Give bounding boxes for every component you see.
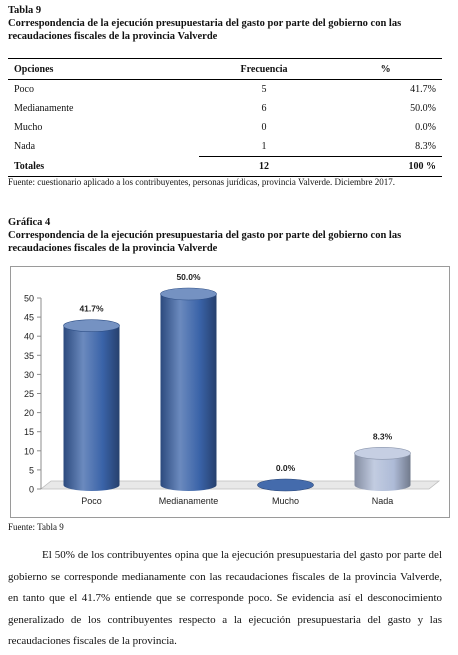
y-tick-label: 45 xyxy=(23,312,34,323)
x-tick-label: Medianamente xyxy=(158,496,219,506)
chart-title: Correspondencia de la ejecución presupuestaria del gasto por parte del gobierno con las recaudaciones fiscales de la provincia Valverde xyxy=(8,230,402,254)
data-label: 8.3% xyxy=(372,431,393,442)
x-tick-label: Poco xyxy=(81,496,102,506)
table-title: Correspondencia de la ejecución presupuestaria del gasto por parte del gobierno con las recaudaciones fiscales de la provincia Valverde xyxy=(8,18,402,42)
table-row xyxy=(8,118,442,137)
y-tick-label: 5 xyxy=(28,465,34,476)
data-label: 50.0% xyxy=(176,272,201,282)
table-row xyxy=(8,99,442,118)
table-source-note: Fuente: cuestionario aplicado a los contribuyentes, personas jurídicas, provincia Valverde. Diciembre 2017. xyxy=(8,177,395,187)
totals-row xyxy=(8,157,442,177)
x-tick-label: Mucho xyxy=(271,496,300,506)
row-frequency: 6 xyxy=(261,103,267,114)
totals-percent: 100 % xyxy=(329,157,442,177)
y-tick-label: 15 xyxy=(23,427,34,438)
row-option: Mucho xyxy=(14,122,43,133)
column-header-opciones: Opciones xyxy=(14,63,54,75)
row-percent: 0.0% xyxy=(415,122,436,133)
row-option: Poco xyxy=(14,84,34,95)
x-tick-label: Nada xyxy=(371,496,394,506)
bar-top xyxy=(161,288,217,300)
bar-chart xyxy=(11,267,449,517)
table-header-row xyxy=(8,59,442,80)
chart-frame xyxy=(10,266,450,518)
y-tick-label: 10 xyxy=(23,446,34,457)
bar xyxy=(258,479,314,491)
y-tick-label: 30 xyxy=(23,369,34,380)
y-tick-label: 20 xyxy=(23,408,34,419)
column-header-frecuencia: Frecuencia xyxy=(240,63,288,75)
totals-label: Totales xyxy=(14,160,45,172)
row-percent: 50.0% xyxy=(410,103,436,114)
chart-label: Gráfica 4 xyxy=(8,217,51,228)
bar xyxy=(161,294,217,491)
bar xyxy=(64,326,120,491)
chart-source-note: Fuente: Tabla 9 xyxy=(8,522,64,532)
row-option: Medianamente xyxy=(14,103,74,114)
y-tick-label: 50 xyxy=(23,293,34,304)
table-row xyxy=(8,80,442,100)
y-tick-label: 35 xyxy=(23,350,34,361)
chart-heading xyxy=(8,216,453,255)
totals-frequency: 12 xyxy=(199,157,329,177)
y-tick-label: 25 xyxy=(23,389,34,399)
table-row xyxy=(8,137,442,157)
y-tick-label: 0 xyxy=(28,484,34,495)
row-option: Nada xyxy=(14,141,36,153)
y-tick-label: 40 xyxy=(23,331,34,342)
bar-top xyxy=(64,320,120,332)
bar-top xyxy=(355,447,411,459)
row-percent: 41.7% xyxy=(410,84,436,95)
row-frequency: 5 xyxy=(261,84,267,95)
data-label: 0.0% xyxy=(275,463,296,473)
table-label: Tabla 9 xyxy=(8,5,42,16)
column-header-percent: % xyxy=(380,63,391,75)
frequency-table xyxy=(8,58,442,177)
data-label: 41.7% xyxy=(79,303,104,314)
row-frequency: 1 xyxy=(261,141,267,152)
analysis-paragraph: El 50% de los contribuyentes opina que la ejecución presupuestaria del gasto por parte del gobierno se corresponde medianamente con las recaudaciones fiscales de la provincia Valverde, en tanto que el 41.7% entiende que se corresponde poco. Se evidencia así el desconocimiento generalizado de los contribuyentes respecto a la ejecución presupuestaria del gasto y las recaudaciones fiscales de la provincia. xyxy=(8,549,442,647)
row-frequency: 0 xyxy=(261,122,267,133)
table-heading xyxy=(8,4,453,43)
row-percent: 8.3% xyxy=(415,141,436,152)
